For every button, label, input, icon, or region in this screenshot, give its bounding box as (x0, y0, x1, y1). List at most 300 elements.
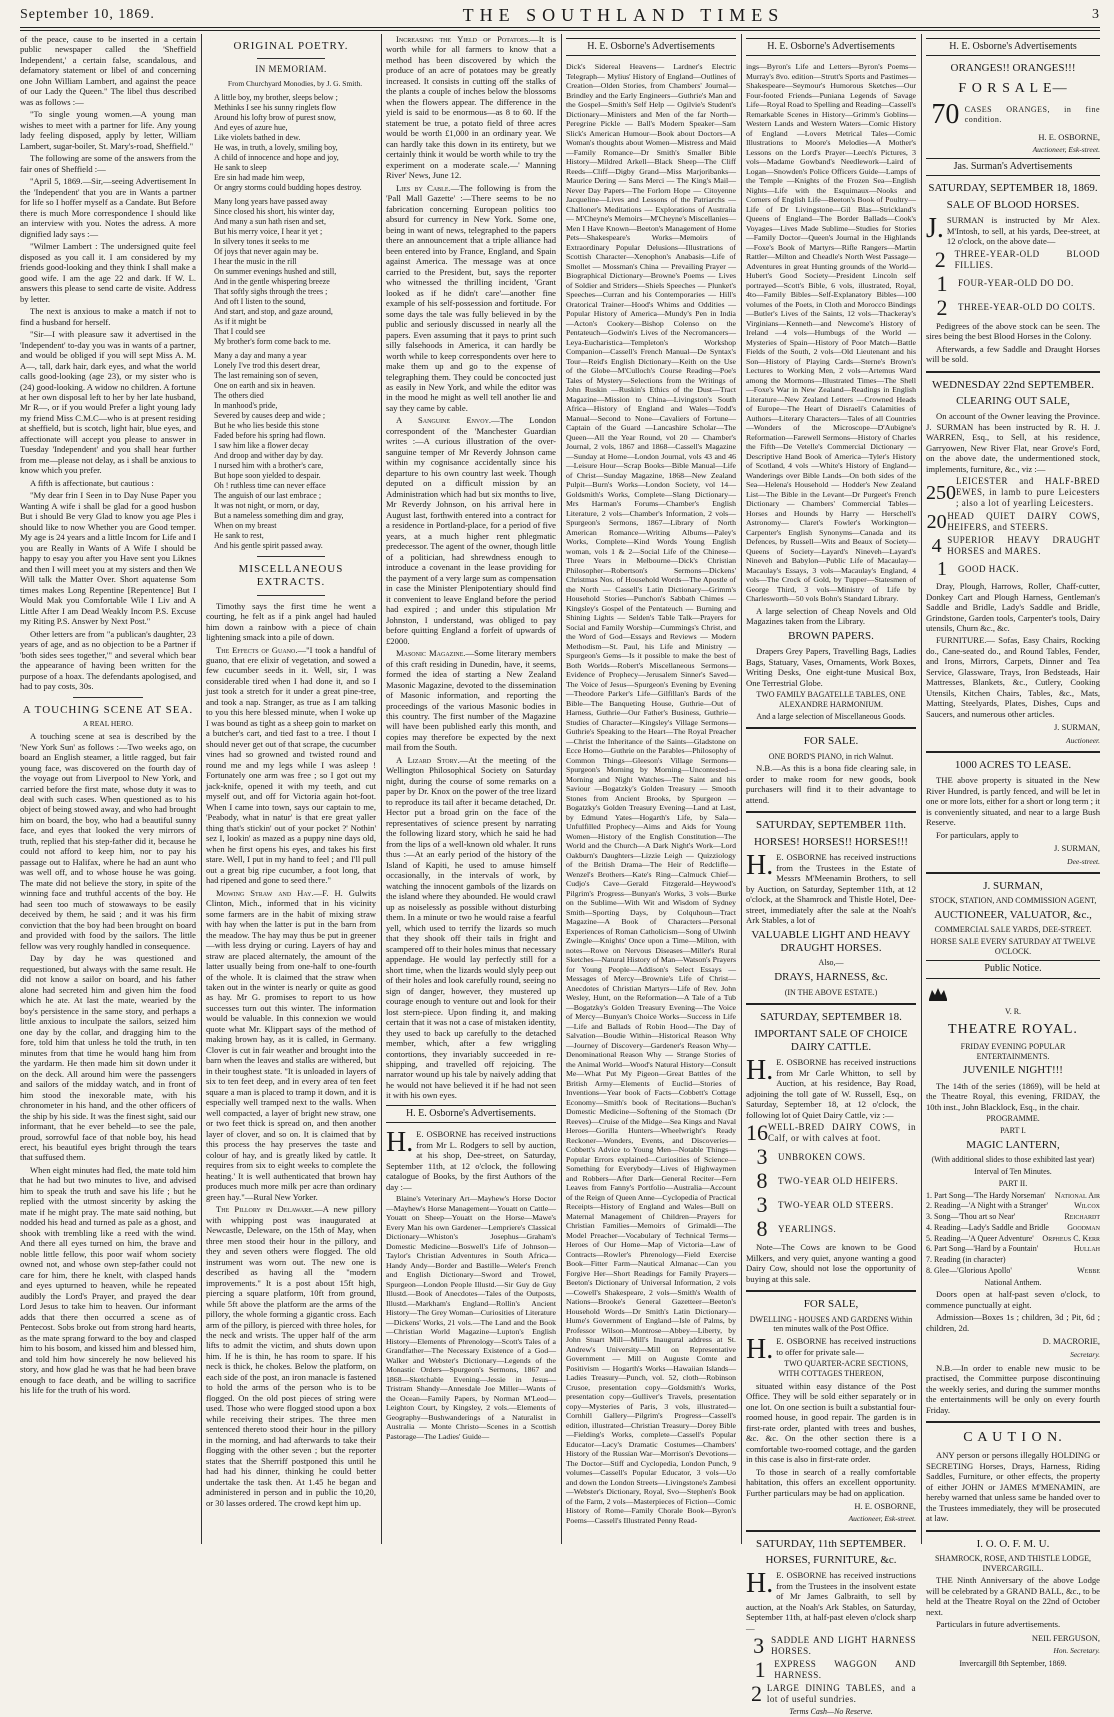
poem-line: Around his lofty brow of purest snow, (214, 112, 336, 122)
drop-cap: H. (746, 850, 774, 882)
ad-heading: DRAYS, HARNESS, &c. (774, 971, 888, 984)
lot-description: SADDLE AND LIGHT HARNESS HORSES. (771, 1635, 916, 1657)
poem-line: And oft I listen to the sound, (214, 296, 306, 306)
lot-number: 70 (931, 98, 960, 130)
programme-item-title: 6. Part Song—'Hard by a Fountain' (926, 1244, 1039, 1254)
poem-line: He sank to sleep (214, 162, 267, 172)
programme-item-title: 2. Reading—'A Night with a Stranger' (926, 1201, 1048, 1211)
item-body: —The London correspondent of the 'Manchester Guardian writes :—A curious illustration of the over-sanguine temper of Mr Reverdy Johnson came within my cognisance accidentally since his departure to his own country last week. Though deputed on a difficult mission by an Administration which had but six months to live, Mr Reverdy Johnson, on his arrival here in August last, forthwith entered into a contract for a residence in Portland-place, for a period of five years, at a much higher rent phlegmatic predecessor. The agent of the owner, though little of a politician, had shrewdness enough to introduce a covenant in the lease providing for the payment of a very large sum as compensation in case the Minister Plenipotentiary should find it convenient to leave England before the period had expired ; and under this stipulation Mr Johnston, I understand, was obliged to pay before quitting England a forfeit of upwards of £2000. (386, 415, 556, 646)
programme-item-title: 4. Reading—Lady's Saddle and Bridle (926, 1222, 1049, 1232)
ad-body: E. OSBORNE has received instructions to offer for private sale— (776, 1336, 916, 1357)
lot-number: 4 (931, 535, 942, 558)
signature-title: Hon. Secretary. (1053, 1646, 1100, 1656)
programme-item-author: Reichardt (1064, 1212, 1100, 1221)
lot-number: 3 (753, 1633, 765, 1659)
page-number: 3 (1091, 7, 1100, 22)
ad-paragraph: For particulars, apply to (936, 829, 1019, 840)
ad-heading: IMPORTANT SALE OF CHOICE DAIRY CATTLE. (754, 1027, 908, 1054)
masthead-rule (20, 27, 1100, 28)
article-paragraph (386, 183, 556, 414)
lot-number: 1 (937, 558, 947, 581)
ad-paragraph: On account of the Owner leaving the Province. J. SURMAN has been instructed by R. H. J. WARREN, Esq., to Sell, at his residence, Garryowen, New River Flat, near Grove's Ford, on the above date, the undermentioned stock, implements, furniture, &c., viz :— (926, 411, 1100, 474)
ad-paragraph (746, 1334, 916, 1366)
ad-heading: FOR SALE. (803, 735, 859, 748)
article-paragraph (206, 1204, 376, 1508)
poem-line: My brother's form come back to me. (214, 336, 331, 346)
signature-title: Dee-street. (1067, 856, 1100, 866)
programme-item-author: Wilcox (1074, 1201, 1100, 1211)
poem-line: And droop and wither day by day. (214, 450, 324, 460)
issue-date: September 10, 1869. (20, 7, 155, 22)
article-paragraph (386, 415, 556, 646)
lot-list (746, 1122, 916, 1240)
ad-section-header: H. E. Osborne's Advertisements (566, 38, 736, 56)
poem-line: The others died (214, 390, 264, 400)
ad-body: E. OSBORNE has received instructions from the Trustees in the Estate of Messrs M'Meenamin Brothers, to sell by Auction, on Saturday, September 11th, at 12 o'clock, at the Shamrock and Thistle Hotel, Dee-street, immediately after the sale at the Noah's Ark Stables, a lot of (746, 852, 916, 926)
ad-paragraph (746, 852, 916, 925)
lot-row (746, 1146, 916, 1168)
lot-row (746, 1683, 916, 1705)
article-paragraph: "Wilmer Lambert : The undersigned quite feel disposed as you call it. I am considered by my friends good-looking and they think I shall make a good wife. I am the age 22 and dark. If W. L. answers this please to send carte de visite. Address by letter. (20, 241, 196, 304)
ad-heading: VALUABLE LIGHT AND HEAVY DRAUGHT HORSES. (751, 928, 911, 954)
book-list: Dick's Sidereal Heavens— Lardner's Electric Telegraph— Mylius' History of England—Outlines of Creation—Olden Stories, from Chambers' Journal—Brindley and the Early Engineers—Guthrie's Man and the Gospel—Smith's Self Help — Ogilvie's Student's Dictionary—Ministers and Men of the far North—Peregrine Pickle — Ball's Modern Speaker—Sam Slick's American Humour—Book about Doctors—A Woman's thoughts about Women—Mistress and Maid—Family Romance—Dr Smith's Smaller Bible History—Mildred Arkell—Black Sheep—The Cliff Reeds—Cliff—Digby Grand—Miss Marjoribanks—Maurice Dering — Sans Merci — The King's Mail—Never Day Papers—The Forlorn Hope — Citoyenne Jacqueline—Lives and Lessons of the Patriarchs — Challoner's Meditations — Explorations of Australia — M'Cheyne's Memoirs—M'Cheyne's Miscellanies—Men I Have Known—Beeton's Management of Home Pets—Shakespeare's Works—Memoirs of Extraordinary Popular Delusions—Illustrations of Scottish Character—Xenophon's Anabasis—Life of Smollet — Mossman's China — Prevailing Prayer — Biographical Dictionary—Browne's Poems — Lives of Soldier and Striders—Shiels Speeches — Plunket's Speeches—Curran and his Contemporaries — Hill's Oratorical Trainer—Hood's Whims and Oddities — Popular History of America—Mundy's Pen in India —Acton's Cookery—Bishop Colenso on the Pentateuch—Godwin's Lives of the Necromancers—Leya-Eucharistica—Templeton's Workshop Companion—Cassell's French Manual—De Syntax's Tour—Reid's English Dictionary—Keith on the Use of the Globe—M'Culloch's Course Reading—Poe's Tales of Mystery—Selections from the Writings of John Ruskin —Ruskin's Ethics of the Dust—Tract Magazine—Mission to China—Livingston's South Africa—History of England and Wales—Todd's Manual—Second to None—Cavaliers of Fortune—Captain of the Guard —Lancashire Scholar—The Queen—All the Year Round, vol 20 — Chamber's Journal, 2 vols, 1867 and 1868—Cassell's Magazine—Sunday at Home—London Journal, vols 43 and 46—Leisure Hour—Scrap Books—Bible Manual—Life of Christ—Sunday Magazine, 1868—New Zealand Pulpit—Burn's Works—London Society, vol 14—Goldsmith's Works, Complete—Slang Dictionary—Mrs Harman's Forums—Chamber's English Literature, 2 vols—Chamber's Information, 2 vols—Spurgeon's Sermons, 1867—Library of North American Romance—Writing Albums—Paley's Works, Complete—Kind Words Young English woman, vols 1 & 2—Social Life of the Chinese—Three Years in Melbourne—Dick's Christian Philosopher—Robertson's Sermons—Dickens' Christmas Nos. of Household Words—The Apostle of the North — Cassell's Latin Dictionary—Grimm's Household Stories—Punchon's Sabbath Chimes — Kingsley's Gospel of the Pentateuch — Burning and Shining Lights — Selden's Table Talk—Prayers for Social and Family Worship—Cummings's Christ, and the Word of God—Essays and Reviews — Modern Methodism—St. Paul, his Life and Ministry —Spurgeon's Gems—Is it possible to make the best of Both Worlds—Robert's Miscellaneous Sermons—Evidence of Prophecy—Jerusalem Sinner's Saved—The Voice of Jesus—Spurgeon's Evening by Evening—Theodore Parker's Life—Gilfillan's Bards of the Bible—The Banqueting House, Guthrie—Out of Harness, Guthrie—Our Father's Business, Guthrie—Studies of Character—Kingsley's Village Sermons—Guthrie's Speaking to the Heart—The Royal Preacher—Christ the Inheritance of the Saints—Gladstone on Ecce Homo—Guthrie on the Parables—Philosophy of Common Things—Gleeson's Village Sermons—Spurgeon's Morning by Morning—Uncontested—Morning and Night Watches—The Saint and his Saviour —Bogatzky's Golden Treasury — Smooth Stones from Ancient Brooks, by Spurgeon —Bogatzky's Golden Treasury Evening—Land at Last, by Edmund Yates—Hogarth's Life, by Sala—Unfulfilled Prophecy—Aims and Aids for Young Women—History of the English Constitution—The World and the Church—A Dark Night's Work—Lord Oakburn's Daughters—Lizzie Leigh — Quizziology of the British Drama—The Heir of Redclifle—Wenzel's Brothers—Kate's Ring—Calmuck Chief—Cudjo's Cave—Gerald Fitzgerald—Heywood's Pilgrim's Progress—Bunyan's Works, 3 vols—Burke on the Sublime—With Wit and Wisdom of Sydney Smith—Sporting Days, by Colquhoun—Tract Magazine—A Book of Characters—Personal Experiences of Roman Catholicism—Song of Ulwinh Zwingle—Knights' Once upon a Time—Milton, with notes—Rowe on Nervous Diseases—Miller's Rural Sketches—Natural History of Man—Watson's Prayers for Young People—Addison's Select Essays —Messages of Mercy—Brownie's Life of Christ—Anecdotes of Christian Martyrs—Life of Rev. John Wesley, Hunt, on the Reformation—A Tale of a Tub—Bogatzky's Golden Treasury Evening—The Voice of Mercy—Bunyan's Choice Works—Success in Life—Life and Ballads of Robin Hood—The Day of Salvation—Boudie Within—Historical Reason Why—Journey of Discovery—Gardener's Reason Why—Denominational Reason Why — Strange Stories of the Animal World—Wood's Natural History—Consult Me—What Put My Pigeon—Great Battles of the British Army—Elements of Euclid—Stories of Inventions—Year book of Facts—Cobbett's Cottage Economy—Smith's book of Recitations—Buchan's Domestic Medicine—Softening of the Stomach (Dr Reeves)—Cruise of the Midge—Sea Kings and Naval Heroes—Gorilla Hunters—Wheelwright's Ready Reckoner—Wonders, Events, and Discoveries—Cobbett's Advice to Young Men—Notable Things—Popular Errors explained—Curiosities of Science—Something for Everybody—Lives of Highwaymen and Robbers—After Dark—General Reciter—Fern Leaves from Fanny's Portfolio—Australia—Account of the Reign of Queen Anne—Cyclopedia of Practical Receipts—History of England and Wales—Bull on Maternal Management of Children—Prayers for Christian Families—Memoirs of Grimaldi—The Model Preacher—Vocabulary of Technical Terms—Heroes of Our Home—Map of Victoria—Law of Contracts—Rowler's Phrenology—Field Exercise Book—Fitter Farm—Nautical Almanac—Can you Forgive Her—Short Readings for Family Prayers—Beeton's Dictionary of Universal Information, 2 vols—Cowell's Shakespeare, 2 vols—Smith's Wealth of Nations—Brooke's General Gazetteer—Beeton's Household Words—Dr Smith's Latin Dictionary—Hume's Government of England—Isle of Palms, by Professor Wilson—Montrose—Abbey—Liberty, by John Stuart Mill—Mill's Inaugural address at St. Andrew's University—Mill on Representative Government — Mill on Auguste Comte and Positivism — Hogarth's Works—Hawaiian Islands—Ladies Treasury—Punch, vol. 52, cloth—Robinson Crusoe, presentation copy—Goldsmith's Works, presentation copy—Gulliver's Travels, presentation copy—Mysteries of Paris, 3 vols, illustrated—Cornhill Gallery—Pilgrim's Progress—Cassell's edition, illustrated—Christian Treasury—Dorey Bible—Fielding's Works, complete—Cassell's Popular Educator—Lacy's Dramatic Costumes—Chambers' History of the Russian War—Morrison's Devotions—The Doctor—Stiff and Cyclopedia, London Punch, 9 volumes—Cassell's Popular Educator, 3 vols—Uo and down the London Streets—Livingstone's Zambesi—Webster's Dictionary, Royal, Svo—Stephen's Book of the Farm, 2 vols—Masterpieces of Fiction—Comic History of Rome—Family Chorale Book—Byron's Poems—Cassell's Illustrated Penny Read- (566, 62, 736, 1525)
item-heading: A Sanguine Envoy. (396, 415, 492, 426)
rule (926, 872, 1100, 874)
article-paragraph: "To single young women.—A young man wishes to meet with a partner for life. Any young lady feeling disposed, apply by letter, William Lambert, sugar-boiler, St. Mary's-road, Sheffield." (20, 109, 196, 151)
ad-heading: JUVENILE NIGHT!!! (963, 1064, 1063, 1077)
article-paragraph (206, 645, 376, 886)
programme-item (926, 1201, 1100, 1211)
ad-line: Also,— (818, 958, 844, 968)
programme-item-author: National Air (1054, 1190, 1100, 1200)
article-paragraph: "April 5, 1869.—Sir,—seeing Advertisement In the 'Independent' that you are in Wants a partner for life so I hoffer myself as a Candate. But Before there is much More correspondence I should like an interview with you. Notes the adress. A more dignified lady says :— (20, 176, 196, 239)
ad-line: Interval of Ten Minutes. (974, 1167, 1052, 1176)
poem-line: I nursed him with a brother's care, (214, 460, 324, 470)
column-3 (386, 34, 556, 1546)
lot-description: THREE-YEAR-OLD BLOOD FILLIES. (954, 248, 1100, 270)
signature-title: Auctioneer. (1066, 735, 1100, 745)
ad-heading: MAGIC LANTERN, (966, 1138, 1060, 1151)
lot-description: WELL-BRED DAIRY COWS, in Calf, or with calves at foot. (768, 1122, 916, 1144)
ad-heading: I. O. O. F. M. U. (976, 1537, 1050, 1550)
programme-item (926, 1191, 1100, 1201)
poem-line: On summer evenings hushed and still, (214, 266, 337, 276)
poem-line: Like violets bathed in dew. (214, 132, 301, 142)
ad-paragraph: N.B.—As this is a bona fide clearing sale, in order to make room for new goods, book purchasers will find it to their advantage to attend. (746, 763, 916, 805)
item-body: —The following is from the 'Pall Mall Gazette' :—There seems to be no fabrication concerning European politics too absurd for currency in New York. Some one, being in want of news, telegraphed to the papers there an announcement that a triple alliance had been entered into by France, England, and Spain against America. The message was at once carried to the President, but, says the reporter who witnessed the thrilling incident, 'Grant looked as if he didn't care'—another fine example of his self-possession and fortitude. For some days the tale was fully believed in by the public and seriously discussed in nearly all the papers. Even assuming that it pays to print such silly falsehoods in America, it can hardly be worth while to keep correspondents over here to make them up and go to the expense of telegraphing them. They could be concocted just as easily in New York, and while the editor was in the mood he might as well tell another lie and say they came by cable. (386, 182, 556, 413)
ad-paragraph: Admission—Boxes 1s ; children, 3d ; Pit, 6d ; children, 2d. (926, 1312, 1100, 1333)
lot-row (926, 476, 1100, 509)
masthead-rule-2 (20, 30, 1100, 31)
ad-line: And a large selection of Miscellaneous Goods. (756, 711, 906, 721)
lot-description: GOOD HACK. (958, 563, 1019, 574)
poem-line: I saw him like a flower decay (214, 440, 309, 450)
ad-body: E. OSBORNE has received instructions from the Trustees in the insolvent estate of Mr James Galbraith, to sell by auction, at the Noah's Ark Stables, on Saturday, September 11th, at half-past eleven o'clock sharp— (746, 1570, 916, 1633)
column-divider (381, 34, 382, 1544)
ad-heading: HORSES, FURNITURE, &c. (765, 1553, 897, 1566)
lot-row (746, 1194, 916, 1216)
poem-line: Severed by causes deep and wide ; (214, 410, 326, 420)
lot-description: TWO-YEAR OLD HEIFERS. (778, 1175, 899, 1186)
poem-line: A child of innocence and hope and joy, (214, 152, 339, 162)
poem-line: It was not night, or morn, or day, (214, 500, 320, 510)
ad-line: TWO QUARTER-ACRE SECTIONS, WITH COTTAGES THEREON, (778, 1359, 908, 1378)
poem-attribution: From Churchyard Monodies, by J. G. Smith. (227, 79, 363, 89)
drop-cap: H. (746, 1055, 774, 1087)
drop-cap: J. (926, 213, 944, 245)
lot-number: 1 (754, 1657, 766, 1683)
royal-crest-icon (926, 985, 950, 1003)
poem-line: Oh ! ruthless time can never efface (214, 480, 326, 490)
ad-heading: WEDNESDAY 22nd SEPTEMBER. (931, 378, 1095, 391)
lot-row (926, 98, 1100, 130)
column-6 (926, 34, 1100, 1669)
book-list: ings—Byron's Life and Letters—Byron's Poems—Murray's 8vo. edition—Strutt's Sports and Pastimes—Shakespeare—Seymour's Humorous Sketches—Our Four-footed Friends—Puniana Legends of Savage Life—Royal Road to Spelling and Reading—Cassell's Remarkable Scenes in History—Grimm's Goblins—Western Lands and Western Waters—Comic History of England —Lovers Metrical Tales—Comic Illustrations to Moore's Melodies—A Mother's Lessons on the Lord's Prayer—Leech's Pictures, 3 vols—Madame Gowband's Needlework—Laird of Logan—Snowden's Police Officers Guide—Lamps of the Temple —Knights of the Frozen Sea—English Nights—Life with the Esquimaux—Nooks and Corners of English Life—Beeton's Book of Poultry—Life of Dr Livingstone—Gil Blas—Strickland's Queens of England—The Border Ballads—Cook's Voyages—Lives Made Sublime—Studies for Stories—Family Doctor—Queen's Journal in the Highlands—Foxe's Book of Martyrs—Rifle Rangers—Martin Rattler—Milton and Cheadle's North West Passage—Adventures in great Hunting grounds of the World—Hubert's Good Society—President Lincoln self portrayed—Scott's Bible, 6 vols, illustrated, Royal, 4to—Family Bibles—Self-Explanatory Bibles—100 volumes of the Poets, in Cloth and Morocco Bindings—Butler's Lives of the Saints, 12 vols—Thackeray's Virginians—Kenneth—and Newcome's History of Ireland —4 vols—Humbugs of the World — Mysteries of Spain—History of Poor Match—Battle Fields of the South, 2 vols—Old Lieutenant and his Son—History of Playing Cards—Sterne's Brown's Lectures to Working Men, 2 vols—Artemus Ward among the Mormons—Illustrated Times—The Shell —Foxe's War in New Zealand—Readings in English Literature—New Zealand Letters —Crowned Heads of Europe—The Heart of Disraeli's Calamities of Authors—Literary Characters—Tales of all Countries—Wonders of the Microscope—D'Aubigne's Reformation—Farewell Sermons—History of Charles the Fifth—De Vetelle's Commercial Dictionary — Descriptive Hand Book of America—Tyler's History of Scotland, 4 vols —White's History of England—Wanderings over Bible Lands—On both sides of the Sea—Helena's Household — Hodder's New Zealand List—The Bible in the Levant—Dr Purgeet's French Dictionary — Chambers' Commercial Tables—Horses and Hounds by Harry — Herschell's Astronomy— Claret's Fowler's Workington—Carpenter's English Synonyms—Canada and its Defences, by Russell—Wits and Beaux of Society—Queens of Society—Layard's Nineveh—Layard's Nineveh and Babylon—Public Life of Macaulay—Macaulay's Essays, 3 vols—Macaulay's England, 4 vols—The Crock of Gold, by Tupper—Statesmen of George Third, 3 vols—Ministry of Life by Charlesworth—50 vols Bohn's Standard Library. (746, 62, 916, 604)
lot-row (746, 1218, 916, 1240)
section-title: MISCELLANEOUS EXTRACTS. (238, 562, 344, 589)
poem-line: Many long years have passed away (214, 196, 328, 206)
poem-line: He sank to rest, (214, 530, 264, 540)
lot-row (746, 1170, 916, 1192)
ad-paragraph (926, 215, 1100, 246)
signature: J. SURMAN, (1053, 843, 1100, 854)
item-heading: The Pillory in Delaware. (216, 1204, 315, 1215)
masthead (20, 4, 1100, 26)
programme-item-author: Hullah (1073, 1244, 1100, 1254)
item-body: —It is worth while for all farmers to know that a method has been discovered by which the produce of an acre of potatoes may be greatly increased. It consists in cutting off the stalks of the plants a couple of inches below the blossoms when the flowers appear. The difference in the yield is said to be enormous—as 8 to 60. If the statement be true, a potato field of three acres would be worth £1,000 in an ordinary year. We can hardly take this down in its entirety, but we certainly think it would be worth while to try the experiment on a moderate scale.—' Manning River' News, June 12. (386, 34, 556, 181)
ad-line: ONE BORD'S PIANO, in rich Walnut. (768, 751, 894, 761)
rule (746, 1003, 916, 1005)
lot-row (926, 535, 1100, 557)
poem-line: The anguish of our last embrace ; (214, 490, 322, 500)
part-heading: PART I. (1000, 1126, 1026, 1136)
programme-item-author: Orpheus C. Kerr (1042, 1233, 1100, 1243)
poem-stanza (214, 197, 376, 347)
drop-cap: H. (746, 1334, 774, 1366)
ad-heading: SATURDAY, SEPTEMBER 18. (760, 1011, 902, 1024)
article-title: A TOUCHING SCENE AT SEA. (22, 703, 194, 716)
ad-heading: HORSES! HORSES!! HORSES!!! (753, 835, 909, 848)
rule (746, 811, 916, 813)
ad-paragraph (746, 1570, 916, 1633)
column-divider (741, 34, 742, 1544)
signature-title: Auctioneer, Esk-street. (1032, 145, 1100, 155)
lot-description: YEARLINGS. (778, 1223, 837, 1234)
lot-description: LEICESTER and HALF-BRED EWES, in lamb to pure Leicesters ; also a lot of yearling Leicesters. (956, 476, 1100, 509)
column-divider (201, 34, 202, 1544)
poem-line: A little boy, my brother, sleeps below ; (214, 92, 338, 102)
programme-item-author: Goodman (1067, 1222, 1100, 1232)
programme-item (926, 1212, 1100, 1222)
poem-line: Faded before his spring had flown. (214, 430, 326, 440)
ad-heading: 1000 ACRES TO LEASE. (954, 758, 1072, 771)
poem-line: And many a sun hath risen and set, (214, 216, 326, 226)
ad-paragraph (386, 1129, 556, 1192)
ad-section-header: Public Notice. (926, 960, 1100, 978)
lot-description: FOUR-YEAR-OLD DO DO. (958, 278, 1074, 289)
ad-paragraph: N.B.—In order to enable new music to be practised, the Committee purpose discontinuing the weekly series, and during the summer months the entertainments will be only on every fourth Friday. (926, 1362, 1100, 1415)
poem-line: Since closed his short, his winter day, (214, 206, 335, 216)
item-heading: Lies by Cable. (396, 182, 451, 193)
lot-number: 8 (756, 1216, 768, 1242)
dateline: Invercargill 8th September, 1869. (959, 1659, 1067, 1669)
ad-heading: F O R S A L E— (958, 80, 1068, 96)
lot-number: 2 (750, 1681, 762, 1707)
column-2 (206, 34, 376, 1546)
lot-description: THREE-YEAR-OLD DO COLTS. (958, 302, 1096, 313)
ad-paragraph (746, 1057, 916, 1120)
poem-line: When on my breast (214, 520, 277, 530)
column-4 (566, 34, 736, 1546)
poem-line: In manhood's pride, (214, 400, 278, 410)
lot-description: SUPERIOR HEAVY DRAUGHT HORSES and MARES. (947, 535, 1100, 557)
book-list: Blaine's Veterinary Art—Mayhew's Horse Doctor—Mayhew's Horse Management—Youatt on Cattle—Youatt on Sheep—Youatt on the Horse—Mawe's Every Man his own Gardener—Lempriere's Classical Dictionary—Whiston's Josephus—Graham's Domestic Medicine—Boswell's Life of Johnson—Taylor's Christian Adventures in South Africa—Handy Andy—Border and Bastille—Weler's French and English Dictionary—Sword and Trowel, Spurgeon—London People Illustd.—Sir Guy de Guy Illustd.—Book of Anecdotes—Tales of the Outposts, Illustd.—Markham's England—Rollin's Ancient History—The Grey Woman—Curiosities of Literature—Dickens' Works, 21 vols.—The Land and the Book—Christian World Magazine—Lupton's English History—Elements of Phrenology—Scott's Tales of a Grandfather—The Necessary Existence of a God—Walker and Webster's Dictionary—Legends of the Monastic Orders—Spurgeon's Sermons, 1867 and 1868—Sketchable Evening—Jessie in Jesus—Tristram Shandy—Annesdale Joe Miller—Wants of the Ocean—Family Papers, by Norman M'Leod—Leighton Court, by Kingsley, 2 vols.—Elements of Geography—Bushwanderings of a Naturalist in Australia — Monte Christo—Scenes in a Scottish Pastorage—The Ladies' Guide— (386, 1194, 556, 1441)
poem-line: And eyes of azure hue, (214, 122, 288, 132)
item-heading: Masonic Magazine. (396, 648, 466, 659)
lot-number: 8 (756, 1168, 768, 1194)
lot-description: LARGE DINING TABLES, and a lot of useful sundries. (766, 1683, 916, 1705)
poem-line: And his gentle spirit passed away. (214, 540, 323, 550)
lot-row (926, 511, 1100, 533)
ad-heading: FOR SALE, (803, 1298, 859, 1311)
article-paragraph (386, 648, 556, 753)
ad-line: FRIDAY EVENING POPULAR ENTERTAINMENTS. (960, 1041, 1066, 1061)
signature: H. E. OSBORNE, (1038, 131, 1100, 142)
lot-row (926, 559, 1100, 579)
poem-line: And start, and stop, and gaze around, (214, 306, 333, 316)
column-divider (921, 34, 922, 1544)
article-paragraph (386, 755, 556, 1101)
drop-cap: H. (746, 1568, 774, 1600)
ad-heading: J. SURMAN, (983, 879, 1043, 892)
lot-number: 16 (746, 1120, 768, 1146)
ad-paragraph: ANY person or persons illegally HOLDING or SECRETING Horses, Drays, Harness, Riding Saddles, Furniture, or other effects, the property of either JOHN or JAMES M'MENAMIN, are hereby warned that unless same be handed over to the Trustees immediately, they will be prosecuted at law. (926, 1450, 1100, 1524)
ad-heading: C A U T I O N. (963, 1430, 1063, 1446)
ad-paragraph: THE above property is situated in the New River Hundred, is partly fenced, and will be let in one or more lots, either for a short or long term ; it is conveniently situated, and near to a large Bush Reserve. (926, 775, 1100, 828)
programme-item (926, 1223, 1100, 1233)
signature: D. MACRORIE, (1042, 1336, 1100, 1347)
signature: NEIL FERGUSON, (1031, 1632, 1100, 1643)
divider (257, 58, 325, 59)
ad-section-header: H. E. Osborne's Advertisements (746, 38, 916, 56)
poem-line: Methinks I see his sunny ringlets flow (214, 102, 337, 112)
programme-item (926, 1244, 1100, 1254)
poem-stanza (214, 93, 376, 193)
ad-paragraph: FURNITURE.— Sofas, Easy Chairs, Rocking do., Cane-seated do., and Round Tables, Fender, and Irons, Mirrors, Carpets, Dinner and Tea Service, Glassware, Trays, Iron Bedsteads, Hair Mattresses, Blankets, &c., Cutlery, Cooking Utensils, Kitchen Chairs, Tables, &c., Mats, Matting, Steelyards, Plates, Dishes, Cups and Saucers, and numerous other articles. (926, 635, 1100, 719)
lot-description: HEAD QUIET DAIRY COWS, HEIFERS, and STEERS. (947, 511, 1100, 533)
lot-description: CASES ORANGES, in fine condition. (964, 104, 1100, 124)
lot-number: 20 (926, 511, 947, 534)
item-heading: Mowing Straw and Hay. (216, 887, 314, 898)
ad-heading: TWO FAMILY BAGATELLE TABLES, ONE ALEXANDRE HARMONIUM. (756, 690, 906, 709)
ad-heading: BROWN PAPERS. (788, 629, 874, 642)
programme-item (926, 1255, 1100, 1265)
item-body: —A new pillory with whipping post was inaugurated at Newcastle, Deleware, on the 15th of May, when three men stood their hour in the pillory, and they and seven others were flogged. The old instrument was worn out. The new one is described as having all the "modern improvements." It is a post about 15ft high, piercing a square platform, 10ft from ground, while 5ft above the platform are the arms of the pillory, the whole forming a gigantic cross. Each arm of the pillory, is pierced with three holes, for the neck and wrists. The upper half of the arm lifts to admit the victim, and shuts down upon him. If he is thin, he has room to spare. If his neck is thick, he chokes. Below the platform, on each side of the post, an iron manacle is fastened to hold the arms of the person who is to be flogged. On the old post pieces of string were used. Those who were flogged stood upon a box while receiving their stripes. The three men sentenced thereto stood their hour in the pillory in the morning, and had afterwards to take their flogging with the other seven ; but the reporter states that the Sherriff postponed this until he had had his dinner, thinking he could better undertake the task then. At 1.45 he began and administered in person and in public the 10,20, or 30 lasses ordered. The crowd kept him up. (206, 1204, 376, 1508)
lot-number: 2 (934, 246, 946, 272)
ad-paragraph: Doors open at half-past seven o'clock, to commence punctually at eight. (926, 1289, 1100, 1310)
poem-line: Many a day and many a year (214, 350, 307, 360)
ad-heading: SATURDAY, 11th SEPTEMBER. (756, 1537, 906, 1550)
article-paragraph: When eight minutes had fled, the mate told him that he had but two minutes to live, and advised him to speak the truth and save his life ; but he replied with the utmost sincerity by asking the mate if he might pray. The mate said nothing, but nodded his head and turned as pale as a ghost, and shook with trembling like a reed with the wind. And there all eyes turned on him, the brave and noble little fellow, this poor waif whom society owned not, and whose own step-father could not care for him, there he knelt, with clasped hands and eyes upturned to heaven, while he repeated audibly the Lord's Prayer, and prayed the dear Lord Jesus to take him to heaven. Our informant adds that there then occurred a scene as of Pentecost. Sobs broke out from strong hard hearts, as the mate sprang forward to the boy and clasped him to his bosom, and kissed him and blessed him, and told him how sincerely he now believed his story, and how glad he was that he had been brave enough to face death, and be willing to sacrifice his life for the truth of his word. (20, 1164, 196, 1396)
lot-description: UNBROKEN COWS. (778, 1151, 866, 1162)
ad-line: (With additional slides to those exhibited last year) (931, 1155, 1095, 1165)
poem-line: He was, in truth, a lovely, smiling boy, (214, 142, 338, 152)
terms-line: Terms Cash—No Reserve. (789, 1707, 873, 1717)
lot-list (926, 246, 1100, 320)
poem-line: Ere sin had made him weep, (214, 172, 305, 182)
ad-body: SURMAN is instructed by Mr Alex. M'Intosh, to sell, at his yards, Dee-street, at 12 o'clock, on the above date— (946, 215, 1100, 247)
item-body: —F. H. Gulwits Clinton, Mich., informed that in his vicinity some farmers are in the habit of mixing straw with hay when the latter is put in the barn from the meadow. The hay may thus be put in greener—with less drying or curing. Layers of hay and straw are placed alternately, the amount of the latter usually being from one-half to one-fourth of the whole. It is claimed that the straw when taken out in the winter is nearly or quite as good as hay. Mr G. promises to report to us how successes turn out this winter. The information would be valuable. In this connexion we would quote what Mr. Klippart says of the method of making brown hay, as it is called, in Germany. Clover is cut in fair weather and brought into the barn when the leaves and stalks are withered, but in their toughest state. "It is unloaded in layers of six to ten feet deep, and in every area of ten feet square a man is placed to tramp it down, and it is especially well tramped next to the walls. When well compacted, a layer of bright new straw, one or two feet thick is spread on, and then another layer of clover, and so on. It is claimed that by this process the hay preserves the taste and colour of hay, and is greatly liked by cattle. It requires from six to eight weeks to complete the heating.' It is well authenticated that brown hay produces much more milk per acre than ordinary green hay."—Rural New Yorker. (206, 887, 377, 1202)
ad-paragraph: Pedigrees of the above stock can be seen. The sires being the best Blood Horses in the Colony. (926, 320, 1100, 342)
ad-heading: ORANGES!! ORANGES!!! (950, 62, 1076, 75)
article-paragraph: Other letters are from "a publican's daughter, 23 years of age, and as no objection to be a Partner if 'both sides sees together,'" and several which bear the appearance of having been written for the purpose of a hoax. The defendants apologised, and had to pay costs, 30s. (20, 628, 196, 692)
ad-section-header: H. E. Osborne's Advertisements (926, 38, 1100, 56)
poem-line: Or angry storms could budding hopes destroy. (214, 182, 362, 192)
programme-heading: PROGRAMME. (986, 1114, 1040, 1124)
poem-line: But hope soon yielded to despair. (214, 470, 321, 480)
poem-line: I hear the music in the rill (214, 256, 297, 266)
article-subtitle: A REAL HERO. (82, 718, 134, 728)
ad-paragraph: The 14th of the series (1869), will be held at the Theatre Royal, this evening, FRIDAY, the 10th inst., John Blacklock, Esq., in the chair. (926, 1080, 1100, 1112)
item-body: —"I took a handful of guano, that ere elixir of vegetation, and sowed a few cucumber seeds in it. Well, sir, I was considerable tired when I had done it, and so I just took a stretch for it under a great pine-tree, and took a nap. Stranger, as true as I am talking to you this here blessed minute, when I woke up I was bound as tight as a sheep goin to market on a butcher's cart, and tied fast to a tree. I thout I should never get out of that scrape, the cucumber vines had so growned and twisted round and round me and my legs while I was asleep ! Fortunately one arm was free ; so I got out my jack-knife, opened it with my teeth, and cut myself out, and off for Victoria again hot-foot. When I came into town, says our captain to me, 'Peabody, what in natur' is that ere great yaller thing that's stickin' out of your pocket ?' Nothin' sez I, lookin' as mazed as a puppy nine days old, when he first opens his eyes, and takes his first stare. Well, I put in my hand to feel ; and I'll pull out a great big ripe cucumber, a foot long, that had ripened and gone to seed there." (206, 644, 376, 886)
signature: J. SURMAN, (1053, 722, 1100, 733)
lot-row (746, 1659, 916, 1681)
poem-line: One on earth and six in heaven. (214, 380, 316, 390)
ad-paragraph: Dray, Plough, Harrows, Roller, Chaff-cutter, Donkey Cart and Plough Harness, Gentleman's Saddle and Bridle, Lady's Saddle and Bridle, Grindstone, Garden tools, Carpenter's tools, Dairy utensils, Churn &c., &c. (926, 581, 1100, 633)
ad-paragraph: Drapers Grey Papers, Travelling Bags, Ladies Bags, Statuary, Vases, Ornaments, Work Boxes, Writing Desks, One eight-tune Musical Box, One Terrestrial Globe. (746, 646, 916, 688)
ad-line: COMMERCIAL SALE YARDS, DEE-STREET. (934, 925, 1092, 935)
rule (926, 371, 1100, 373)
rule (926, 1530, 1100, 1532)
rule (926, 1421, 1100, 1423)
programme-item-title: 3. Song—'Thou art so Near' (926, 1212, 1016, 1221)
ad-heading: SALE OF BLOOD HORSES. (946, 198, 1080, 211)
poem-line: But he who lies beside this stone (214, 420, 319, 430)
poem-line: That softly sighs through the trees ; (214, 286, 328, 296)
article-paragraph: "Sir—I with pleasure saw it advertised in the 'Independent' to-day you was in wants of a partner, and would be obliged if you will sept Miss A. M. A—, tall, dark hair, dark eyes, and what the world calls good-looking (age 23), or my sister who is (24) good-looking. A widow no children. A fortune at her own disposal left to her by her late husband, Mr R—, or if you would Prefer a light young lady my friend Miss C.M.C—who is at present residing at sheffield, but is scotch, light hair, blue eyes, and affectionate will accept you please to answer in Tuesday 'Independent' and you shall hear further from me—please not delay, as i shall be anxious to know which you prefer. (20, 329, 196, 476)
lot-description: EXPRESS WAGGON AND HARNESS. (774, 1659, 916, 1681)
signature-title: Auctioneer, Esk-street. (848, 1514, 916, 1524)
lot-list (746, 1635, 916, 1705)
crest-letters: V. R. (1004, 1007, 1022, 1017)
section-title: ORIGINAL POETRY. (233, 40, 349, 52)
programme-list (926, 1191, 1100, 1276)
ad-heading: CLEARING OUT SALE, (956, 394, 1070, 407)
lot-list (926, 476, 1100, 579)
lot-row (926, 270, 1100, 296)
poem-line: Of joys that never again may be. (214, 246, 319, 256)
item-heading: A Lizard Story. (396, 754, 460, 765)
article-paragraph (206, 888, 376, 1203)
lot-description: TWO-YEAR OLD STEERS. (778, 1199, 894, 1210)
ad-line: SHAMROCK, ROSE, AND THISTLE LODGE, INVERCARGILL. (934, 1553, 1092, 1573)
programme-item (926, 1266, 1100, 1276)
divider (257, 556, 325, 557)
article-paragraph: The following are some of the answers from the fair ones of Sheffield :— (20, 153, 196, 174)
item-heading: Increasing the Yield of Potatoes. (396, 34, 531, 44)
ad-body: E. OSBORNE has received instructions from Mr L. Rodgers to sell by auction, at his shop, Dee-street, on Saturday, September 11th, at 12 o'clock, the following catalogue of Books, by the first Authors of the day :— (386, 1129, 556, 1192)
poem-line: But a nameless something dim and gray, (214, 510, 344, 520)
ad-section-header: Jas. Surman's Advertisements (926, 158, 1100, 176)
item-body: —Some literary members of this craft residing in Dunedin, have, it seems, formed the idea of starting a New Zealand Masonic Magazine, devoted to the dissemination of Masonic information, and reporting the proceedings of the various Masonic bodies in this country. The first number of the Magazine will have been published early this month, and copies may therefore be expected by the next mail from the South. (386, 648, 557, 753)
item-body: —At the meeting of the Wellington Philosophical Society on Saturday night, during the course of some remarks on a paper by Dr. Knox on the power of the tree lizard to reproduce its tail after it became detached, Dr. Hector put a broad grin on the face of the representatives of science present by narrating the following lizard story, which he said he had from the lips of a well-known old whaler. It runs thus :—At an early period of the history of the Island of Kapiti, he used to amuse himself occasionally, in the intervals of work, by watching the innocent gambols of the lizards on the island where they abounded. He would crawl up as noiselessly as possible without disturbing them. In a minute or two he would raise a fearful yell, which used to terrify the lizards so much that they shook off their tails in fright and scampered off to their holes minus that necessary appendage. He would lay perfectly still for a short time, when the lizards would slyly peep out of their holes and look carefully round, seeing no sign of danger, however, they mustered up courage enough to venture out and look for their lost stern-piece. Upon finding it, and making certain that it was not a case of mistaken identity, they used to back up carefully to the detached member, which, after a few wriggling contortions, they invariably succeeded in re-shipping, and travelled off rejoicing. The narrator wound up his tale by naively adding that he would not have believed it if he had not seen it with his own eyes. (386, 754, 556, 1101)
ad-paragraph: A large selection of Cheap Novels and Old Magazines taken from the Library. (746, 605, 916, 627)
signature-title: Secretary. (1070, 1349, 1100, 1359)
article-paragraph: "My dear frin I Seen in to Day Nuse Paper you Wanting A wife i shall be glad for a good husbon But i should Be very Glad to know you age Ples i should like to now Whether you are Good temper. My age is 24 years and a little Incom for Life and I you are Really in Wants of A Wife I should be happy to esay you after you Have sent you Liknes and then I will meet you at my sisters and then We Will talk the Matter Over. Short aquatense Som times makes Long Repentine [Repentence] But I Would Mak you Comfortable Wile I Liv and A Little After I am Dead Weakly Incom P.S. Excuse my Riting P.S. Answer by Next Post." (20, 490, 196, 627)
poem-line: That I could see (214, 326, 266, 336)
article-paragraph (386, 34, 556, 181)
ad-line: STOCK, STATION, AND COMMISSION AGENT, (929, 896, 1097, 906)
article-paragraph: The next is anxious to make a match if not to find a husband for herself. (20, 306, 196, 327)
article-paragraph: of the peace, cause to be inserted in a certain public newspaper called the 'Sheffield Independent,' a certain false, scandalous, and defamatory statement or libel of and concerning one John William Lambert, and against the peace of our Lady the Queen." The libel thus described was as follows :— (20, 34, 196, 107)
column-1 (20, 34, 196, 1546)
lot-number: 1 (936, 270, 948, 296)
part-heading: PART II. (998, 1178, 1028, 1188)
lot-number: 3 (756, 1192, 768, 1218)
ad-heading: SATURDAY, SEPTEMBER 11th. (756, 819, 906, 832)
item-heading: The Effects of Guano. (216, 644, 298, 655)
lot-number: 2 (936, 294, 948, 320)
divider (257, 595, 325, 596)
poem (214, 79, 376, 550)
poem-line: In silvery tones it seeks to me (214, 236, 310, 246)
lot-row (926, 246, 1100, 272)
lot-number: 3 (756, 1144, 768, 1170)
ad-paragraph: Afterwards, a few Saddle and Draught Horses will be sold. (926, 343, 1100, 365)
programme-item-title: 1. Part Song—'The Hardy Norseman' (926, 1190, 1046, 1200)
poem-line: As if it might be (214, 316, 267, 326)
ad-paragraph: situated within easy distance of the Post Office. They will be sold either separately or in one lot. On one section is built a substantial four-roomed house, in good repair. The garden is in first-rate order, planted with trees and bushes, &c. &c. On the other section there is a comfortable two-roomed cottage, and the garden in this case is also in first-rate order. (746, 1380, 916, 1465)
lot-row (926, 294, 1100, 320)
programme-item-title: 7. Reading (in character) (926, 1255, 1006, 1264)
rule (746, 727, 916, 729)
newspaper-title: THE SOUTHLAND TIMES (462, 4, 785, 25)
article-paragraph: Day by day he was questioned and requestioned, but always with the same result. He did not know a sailor on board, and his father alone had secreted him and given him the food which he ate. At last the mate, wearied by the boy's persistence in the same story, and perhaps a little anxious to inculpate the sailors, seized him one day by the collar, and dragging him to the fore, told him that unless he told the truth, in ten minutes from that time he would hang him from the yardarm. He then made him sit down under it on the deck. All around him were the passengers and sailors of the midday watch, and in front of him stood the inexorable mate, with his chronometer in his hand, and the other officers of the ship by his side. It was the finest sight, said our informant, that he ever beheld—to see the pale, proud, sorrowful face of that noble boy, his head erect, his beautiful eyes bright through the tears that suffused them. (20, 953, 196, 1163)
lot-row (746, 1122, 916, 1144)
programme-item-author: Webbe (1077, 1265, 1100, 1275)
poem-line: And in the gentle whispering breeze (214, 276, 330, 286)
programme-item-title: 5. Reading—'A Queer Adventure' (926, 1233, 1034, 1243)
column-divider (561, 34, 562, 1544)
poem-line: Lonely I've trod this desert drear, (214, 360, 320, 370)
programme-item (926, 1234, 1100, 1244)
article-paragraph: Timothy says the first time he went a courting, he felt as if a pink angel had hauled him down a rainbow with a piece of chain lightening smack into a pile of down. (206, 600, 376, 643)
poem-line: The last remaining son of seven, (214, 370, 318, 380)
ad-paragraph: THE Ninth Anniversary of the above Lodge will be celebrated by a GRAND BALL, &c., to be held at the Theatre Royal on the 22nd of October next. (926, 1575, 1100, 1617)
rule (746, 1530, 916, 1532)
article-paragraph: A fifth is affectionate, but cautious : (30, 477, 154, 488)
article-paragraph: A touching scene at sea is described by the 'New York Sun' as follows :—Two weeks ago, on board an English steamer, a little ragged, but fair young face, was discovered on the fourth day of the voyage out from Liverpool to New York, and carried before the first mate, whose duty it was to deal with such cases. When questioned as to his object of being stowed away, and who had brought him on board, the boy, who had a beautiful sunny face, and eyes that looked the very mirrors of truth, replied that his step-father did it, because he could not afford to keep him, nor to pay his passage out to Halifax, where he had an aunt who was well off, and to whose house he was going. The mate did not believe the story, in spite of the winning face and truthful accents of the boy. He had seen too much of stowaways to be easily deceived by them, he said ; and it was his firm conviction that the boy had been brought on board and provided with food by the sailors. The little fellow was very roughly handled in consequence. (20, 731, 196, 951)
ad-paragraph: Note—The Cows are known to be Good Milkers, and very quiet, anyone wanting a good Dairy Cow, should not lose the opportunity of buying at this sale. (746, 1242, 916, 1284)
rule (926, 751, 1100, 753)
signature: H. E. OSBORNE, (854, 1501, 916, 1512)
rule (746, 1290, 916, 1292)
ad-heading: THEATRE ROYAL. (948, 1021, 1078, 1037)
programme-item-title: 8. Glee—'Glorious Apollo' (926, 1265, 1012, 1275)
divider (73, 697, 143, 698)
drop-cap: H. (386, 1127, 414, 1159)
lot-row (746, 1635, 916, 1657)
poem-stanza (214, 351, 376, 551)
ad-line: DWELLING - HOUSES AND GARDENS Within ten minutes walk of the Post Office. (749, 1314, 913, 1334)
poem-line: But his merry voice, I hear it yet ; (214, 226, 323, 236)
ad-paragraph: To those in search of a really comfortable habitation, this offers an excellent opportunity. Further particulars may be had on application. (746, 1466, 916, 1498)
ad-paragraph: Particulars in future advertisements. (936, 1619, 1061, 1630)
ad-body: E. OSBORNE has received instructions from Mr Carle Whitton, to sell by Auction, at his residence, Bay Road, adjoining the toll gate of W. Russell, Esq., on Saturday, September 18, at 12 o'clock, the following lot of Quiet Dairy Cattle, viz :— (746, 1057, 916, 1120)
ad-heading: AUCTIONEER, VALUATOR, &c., (934, 908, 1092, 921)
column-5 (746, 34, 916, 1717)
lot-number: 250 (926, 481, 956, 504)
